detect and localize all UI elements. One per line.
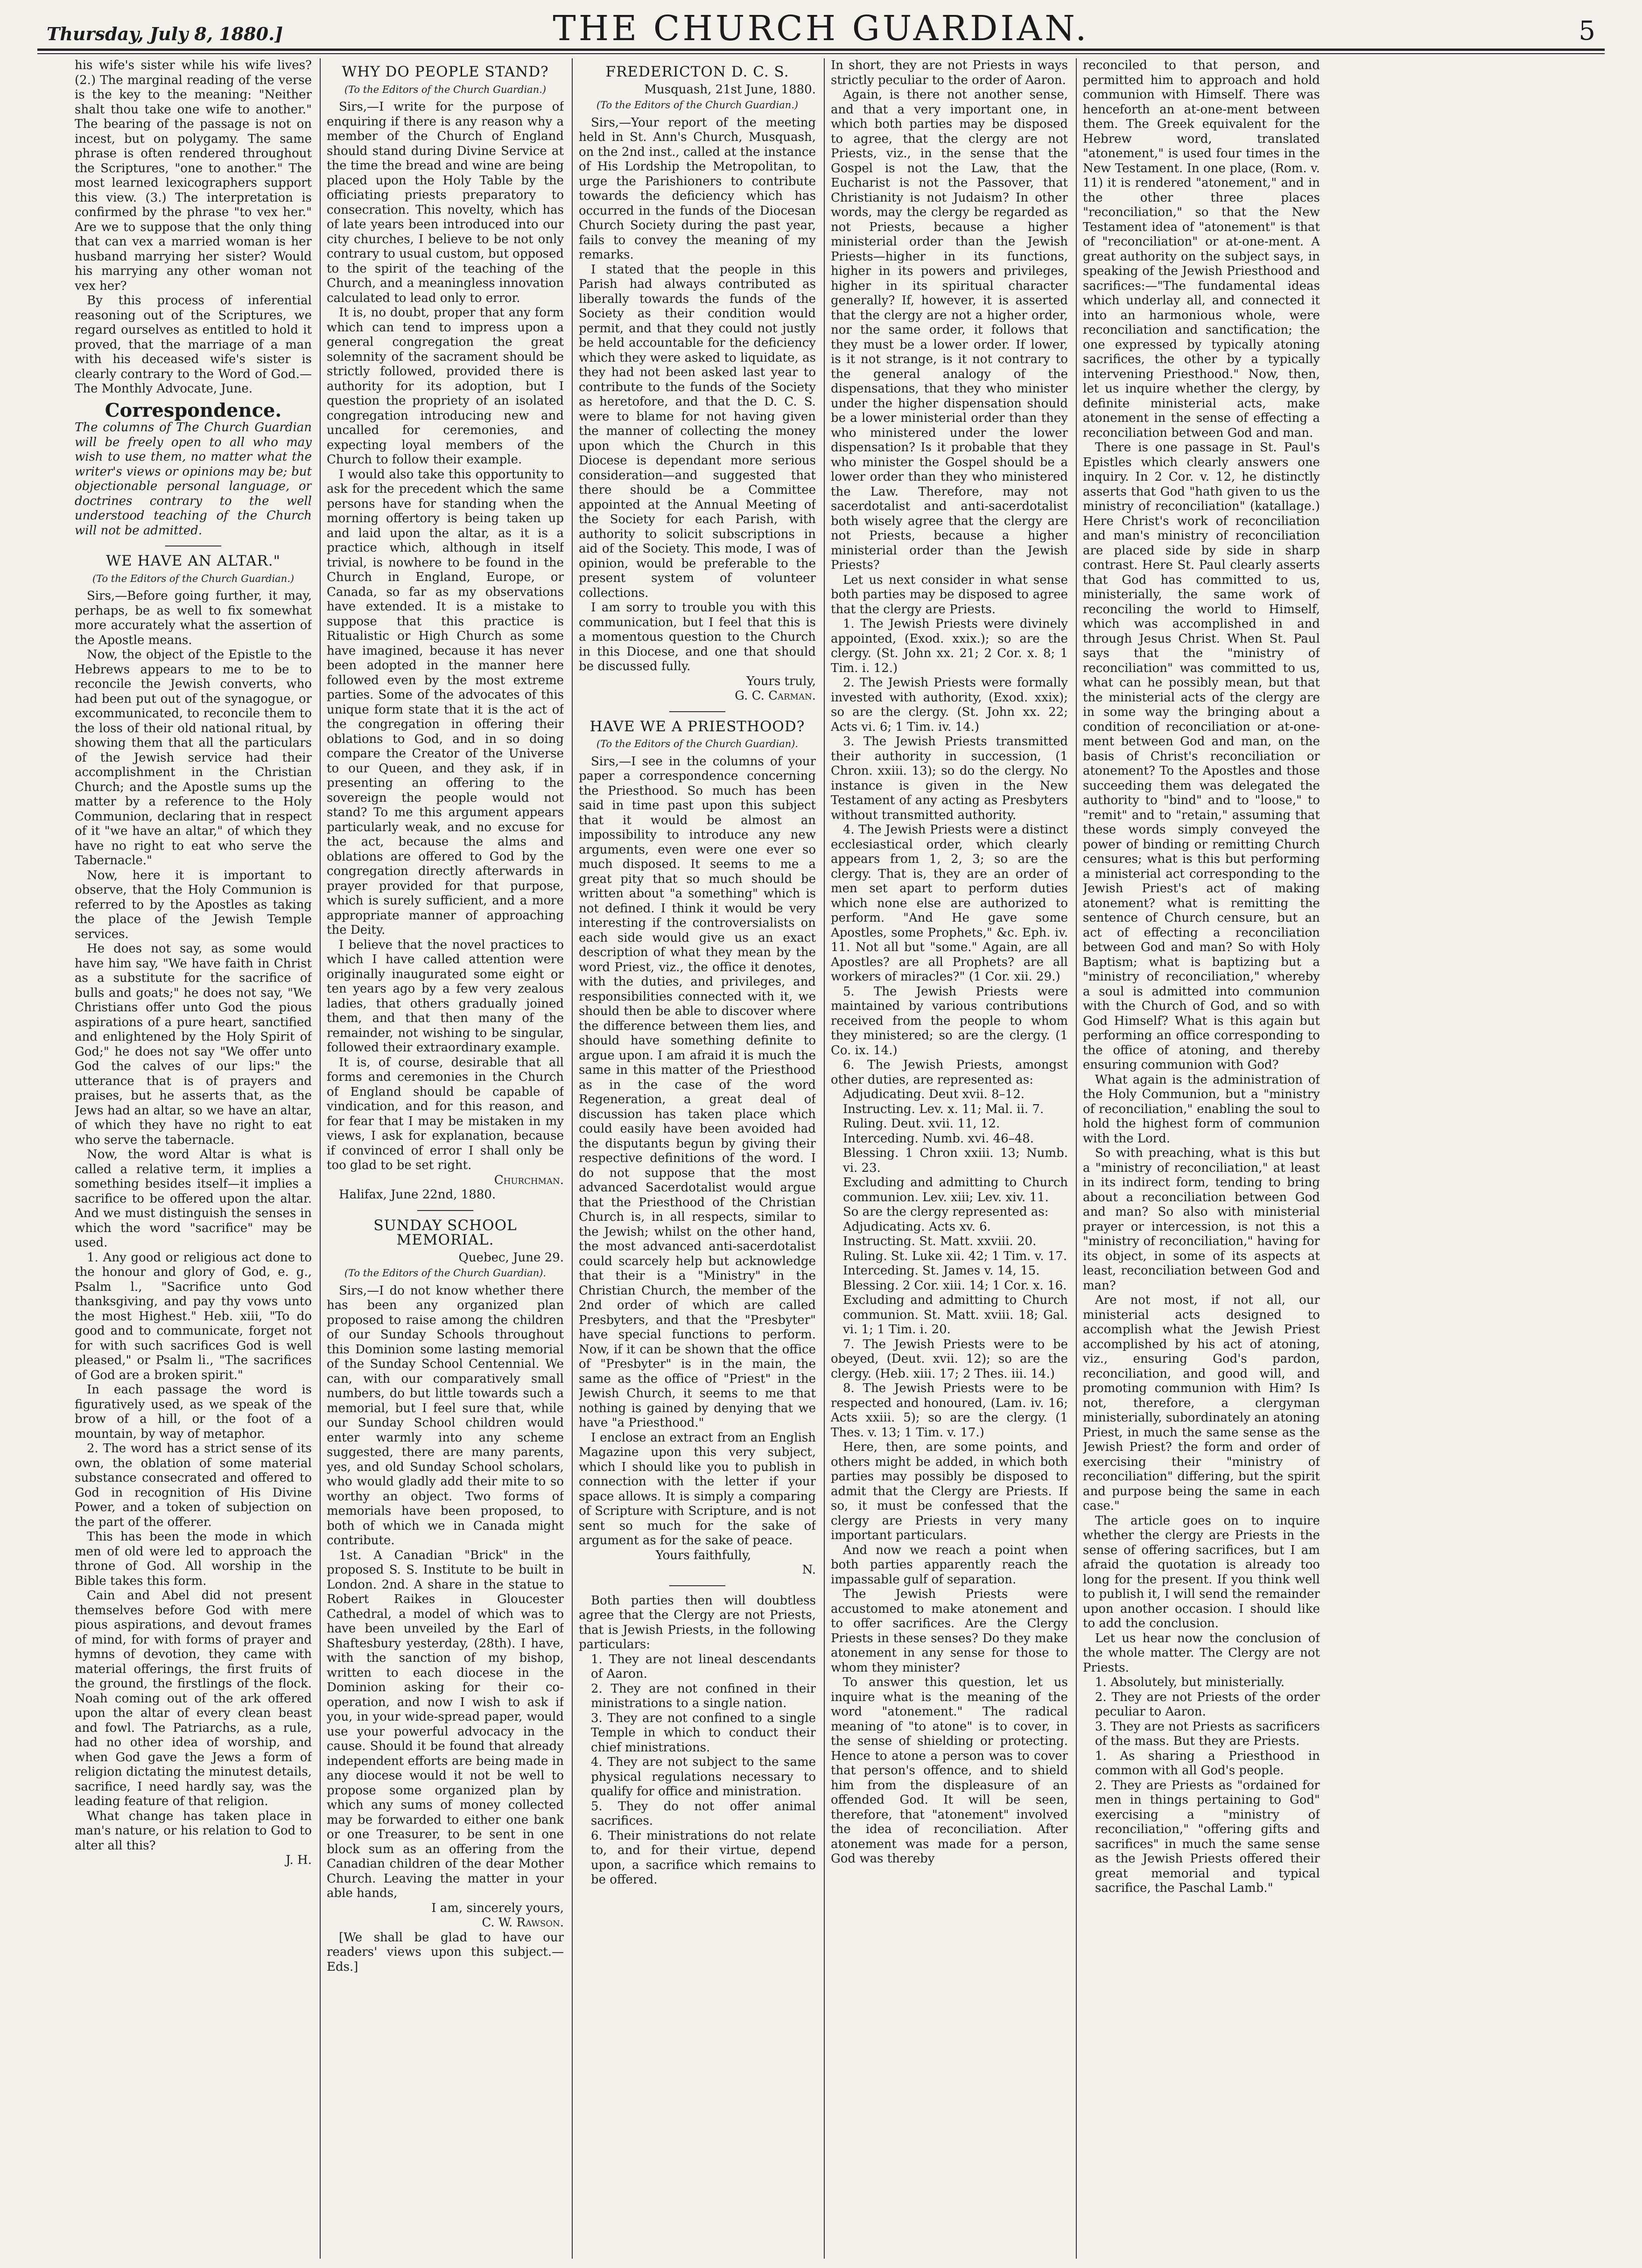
page-number: 5 <box>1579 16 1595 46</box>
list-item: Blessing. 2 Cor. xiii. 14; 1 Cor. x. 16. <box>843 1278 1067 1293</box>
paragraph: In short, they are not Priests in ways strictly peculiar to the order of Aaron. <box>831 58 1068 87</box>
dateline: Quebec, June 29. <box>458 1250 564 1265</box>
paragraph: And now we reach a point when both parties apparently reach the impassable gulf of separation. <box>831 1543 1068 1587</box>
dateline: I am, sincerely yours, <box>431 1901 564 1915</box>
paragraph: Sirs,—I see in the columns of your paper a correspondence concerning the Priesthood. So much has been said in time past upon this subject that it would be almost an impossibility to introduce any new arguments, even were one ever so much disposed. It seems to me a great pity that so much should be written about "a something" which is not defined. I think it would be very interesting if the controversialists on each side would give us an exact description of what they mean by the word Priest, viz., the office it denotes, with the duties, and privileges, and responsibilities connected with it, we should then be able to discover where the difference between them lies, and should have something definite to argue upon. I am afraid it is much the same in this matter of the Priesthood as in the case of the word Regeneration, a great deal of discussion has taken place which could easily have been avoided had the disputants begun by giving their respective definitions of the word. I do not suppose that the most advanced Sacerdotalist would argue that the Priesthood of the Christian Church is, in all respects, similar to the Jewish; whilst on the other hand, the most advanced anti-sacerdotalist could scarcely help but acknowledge that their is a "Ministry" in the Christian Church, the member of the 2nd order of which are called Presbyters, and that the "Presbyter" have special functions to perform. Now, if it can be shown that the office of "Presbyter" is in the main, the same as the office of "Priest" in the Jewish Church, it seems to me that nothing is gained by denying that we have "a Priesthood." <box>579 754 816 1430</box>
paragraph: his wife's sister while his wife lives? (2.) The marginal reading of the verse is the key to the meaning: "Neither shalt thou take one wife to another." The bearing of the passage is not on incest, but on polygamy. The same phrase is often rendered throughout the Scriptures, "one to another." The most learned lexicographers support this view. (3.) The interpretation is confirmed by the phrase "to vex her." Are we to suppose that the only thing that can vex a married woman is her husband marrying her sister? Would his marrying any other woman not vex her? <box>75 58 312 293</box>
list-item: Excluding and admitting to Church communion. St. Matt. xviii. 18; Gal. vi. 1; 1 Tim. i. 20. <box>843 1293 1068 1337</box>
paragraph: I stated that the people in this Parish had always contributed as liberally towards the funds of the Society as their condition would permit, and that they could not justly be held accountable for the deficiency which they were asked to liquidate, as they had not been asked last year to contribute to the funds of the Society as heretofore, and that the D. C. S. were to blame for not having given the manner of collecting the money upon which the Church in this Diocese is dependant more serious consideration—and suggested that there should be a Committee appointed at the Annual Meeting of the Society for each Parish, with authority to solicit subscriptions in aid of the Society. This mode, I was of opinion, would be preferable to the present system of volunteer collections. <box>579 262 816 600</box>
paragraph: Sirs,—Before going further, it may, perhaps, be as well to fix somewhat more accurately what the assertion of the Apostle means. <box>75 589 312 647</box>
paragraph: [We shall be glad to have our readers' views upon this subject.—Eds.] <box>327 1930 564 1974</box>
editor-address: (To the Editors of the Church Guardian). <box>344 1267 547 1279</box>
paragraph: What change has taken place in man's nature, or his relation to God to alter all this? <box>75 1809 312 1853</box>
paragraph: I believe that the novel practices to which I have called attention were originally inaugurated some eight or ten years ago by a few very zealous ladies, that others gradually joined them, and that then many of the remainder, not wishing to be singular, followed their extraordinary example. <box>327 938 564 1055</box>
paragraph: It is, of course, desirable that all forms and ceremonies in the Church of England should be capable of vindication, and for this reason, and for fear that I may be mistaken in my views, I ask for explanation, because if convinced of error I shall only be too glad to be set right. <box>327 1055 564 1172</box>
dateline: Musquash, 21st June, 1880. <box>644 82 816 97</box>
paragraph: In each passage the word is figuratively used, as we speak of the brow of a hill, or the foot of a mountain, by way of metaphor. <box>75 1383 312 1441</box>
paragraph: Sirs,—I do not know whether there has been any organized plan proposed to raise among the children of our Sunday Schools throughout this Dominion some lasting memorial of the Sunday School Centennial. We can, with our comparatively small numbers, do but little towards such a memorial, but I feel sure that, while our Sunday School children would enter warmly into any scheme suggested, there are many parents, yes, and old Sunday School scholars, who would gladly add their mite to so worthy an object. Two forms of memorials have been proposed, to both of which we in Canada might contribute. <box>327 1283 564 1547</box>
list-item: 5. They do not offer animal sacrifices. <box>591 1799 816 1828</box>
list-item: Excluding and admitting to Church communion. Lev. xiii; Lev. xiv. 11. <box>843 1176 1068 1204</box>
paragraph: 5. The Jewish Priests were maintained by various contributions received from the people to whom they ministered; so are the clergy. (1 Co. ix. 14.) <box>831 984 1068 1057</box>
list-item: Instructing. Lev. x. 11; Mal. ii. 7. <box>843 1102 1044 1116</box>
list-item: Instructing. St. Matt. xxviii. 20. <box>843 1234 1037 1248</box>
list-item: Interceding. St. James v. 14, 15. <box>843 1264 1040 1278</box>
paragraph: There is one passage in St. Paul's Epistles which clearly answers one inquiry. In 2 Cor. v. 12, he distinctly asserts that God "hath given to us the ministry of reconciliation" (katallage.) Here Christ's work of reconciliation and man's ministry of reconciliation are placed side by side in sharp contrast. Here St. Paul clearly asserts that God has committed to us, ministerially, the same work of reconciling the world to Himself, which was accomplished in and through Jesus Christ. When St. Paul says that the "ministry of reconciliation" was committed to us, what can he possibly mean, but that the ministerial acts of the clergy are in some way the bringing about a condition of reconciliation or at-one-ment between God and man, on the basis of Christ's reconciliation or atonement? To the Apostles and those succeeding them was delegated the authority to "bind" and to "loose," to "remit" and to "retain," assuming that these words simply conveyed the power of binding or remitting Church censures; what is this but performing a ministerial act corresponding to the Jewish Priest's act of making atonement? what is remitting the sentence of Church censure, but an act of effecting a reconciliation between God and man? So with Holy Baptism; what is baptizing but a "ministry of reconciliation," whereby a soul is admitted into communion with the Church of God, and so with God Himself? What is this again but performing an office corresponding to the office of atoning, and thereby ensuring communion with God? <box>1083 441 1320 1072</box>
editor-address: (To the Editors of the Church Guardian.) <box>344 84 547 95</box>
editor-address: (To the Editors of the Church Guardian.) <box>92 573 295 584</box>
column-3 <box>579 58 816 2259</box>
article-heading: FREDERICTON D. C. S. <box>605 63 789 80</box>
paragraph: So with preaching, what is this but a "ministry of reconciliation," at least in its indirect form, tending to bring about a reconciliation between God and man? So also with ministerial prayer or intercession, is not this a "ministry of reconciliation," having for its object, in some of its aspects at least, reconciliation between God and man? <box>1083 1146 1320 1293</box>
paragraph: 6. The Jewish Priests, amongst other duties, are represented as: <box>831 1058 1068 1087</box>
newspaper-title: THE CHURCH GUARDIAN. <box>553 8 1089 49</box>
paragraph: Again, is there not another sense, and that a very important one, in which both parties may be disposed to agree, that the clergy are not Priests, viz., in the sense that the Gospel is not the Law, that the Eucharist is not the Passover, that Christianity is not Judaism? In other words, may the clergy be regarded as not Priests, because a higher ministerial order than the Jewish Priests—higher in its functions, higher in its powers and privileges, higher in its spiritual character generally? If, however, it is asserted that the clergy are not a higher order, nor the same order, it follows that they must be a lower order. If lower, is it not strange, is it not contrary to the general analogy of the dispensations, that they who minister under the higher dispensation should be a lower ministerial order than they who ministered under the lower dispensation? Is it probable that they who minister the Gospel should be a lower order than they who ministered the Law. Therefore, may not sacerdotalist and anti-sacerdotalist both wisely agree that the clergy are not Priests, because a higher ministerial order than the Jewish Priests? <box>831 88 1068 572</box>
list-item: Blessing. 1 Chron xxiii. 13; Numb. vi. 23. <box>843 1146 1068 1175</box>
list-item: Ruling. St. Luke xii. 42; 1 Tim. v. 17. <box>843 1249 1067 1263</box>
list-item: 4. They are not subject to the same physical regulations necessary to qualify for office and ministration. <box>591 1755 816 1799</box>
paragraph: I enclose an extract from an English Magazine upon this very subject, which I should like you to publish in connection with the letter if your space allows. It is simply a comparing of Scripture with Scripture, and is not sent so much for the sake of argument as for the sake of peace. <box>579 1430 816 1547</box>
signature: N. <box>802 1563 816 1577</box>
paragraph: 2. The Jewish Priests were formally invested with authority, (Exod. xxix); so are the clergy. (St. John xx. 22; Acts vi. 6; 1 Tim. iv. 14.) <box>831 676 1068 734</box>
article-heading: SUNDAY SCHOOL MEMORIAL. <box>373 1217 517 1248</box>
signature: G. C. Carman. <box>735 689 816 703</box>
dateline: Yours truly, <box>746 674 816 688</box>
list-item: 1. Absolutely, but ministerially. <box>1095 1675 1285 1689</box>
article-heading: WHY DO PEOPLE STAND? <box>342 63 549 80</box>
paragraph: The article goes on to inquire whether the clergy are Priests in the sense of offering sacrifices, but I am afraid the quotation is already too long for the present. If you think well to publish it, I will send the remainder upon another occasion. I should like to add the conclusion. <box>1083 1513 1320 1631</box>
editor-address: (To the Editors of the Church Guardian.) <box>596 99 799 111</box>
paragraph: The Jewish Priests were accustomed to make atonement and to offer sacrifices. Are the Clergy Priests in these senses? Do they make atonement in any sense for those to whom they minister? <box>831 1587 1068 1675</box>
column-1 <box>75 58 312 2259</box>
paragraph: 1. The Jewish Priests were divinely appointed, (Exod. xxix.); so are the clergy. (St. John xx. 21; 2 Cor. x. 8; 1 Tim. i. 12.) <box>831 617 1068 675</box>
paragraph: What again is the administration of the Holy Communion, but a "ministry of reconciliation," enabling the soul to hold the highest form of communion with the Lord. <box>1083 1072 1320 1146</box>
paragraph: 1st. A Canadian "Brick" in the proposed S. S. Institute to be built in London. 2nd. A share in the statue to Robert Raikes in Gloucester Cathedral, a model of which was to have been unveiled by the Earl of Shaftesbury yesterday, (28th). I have, with the sanction of my bishop, written to each diocese in the Dominion asking for their co-operation, and now I wish to ask if you, in your wide-spread paper, would use your powerful advocacy in the cause. Should it be found that already independent efforts are being made in any diocese would it not be well to propose some organized plan by which any sums of money collected may be forwarded to either one bank or one Treasurer, to be sent in one block sum as an offering from the Canadian children of the dear Mother Church. Leaving the matter in your able hands, <box>327 1548 564 1900</box>
paragraph: 8. The Jewish Priests were to be respected and honoured, (Lam. iv. 16; Acts xxiii. 5); so are the clergy. (1 Thes. v. 13; 1 Tim. v. 17.) <box>831 1381 1068 1440</box>
masthead <box>37 8 1605 48</box>
paragraph: 3. The Jewish Priests transmitted their authority in succession, (1 Chron. xxiii. 13); so do the clergy. No instance is given in the New Testament of any acting as Presbyters without transmitted authority. <box>831 735 1068 822</box>
list-item: Adjudicating. Deut xvii. 8–12. <box>843 1087 1025 1101</box>
paragraph: I would also take this opportunity to ask for the precedent which the same persons have for standing when the morning offertory is being taken up and laid upon the altar, as it is a practice which, although in itself trivial, is nowhere to be found in the Church in England, Europe, or Canada, so far as my observations have extended. It is a mistake to suppose that this practice is Ritualistic or High Church as some have imagined, because it has never been adopted in the manner here followed even by the most extreme parties. Some of the advocates of this unique form state that it is the act of the congregation in offering their oblations to God, and in so doing compare the Creator of the Universe to our Queen, and they ask, if in presenting an offering to the sovereign the people would not stand? To me this argument appears particularly weak, and no excuse for the act, because the alms and oblations are offered to God by the congregation directly afterwards in prayer provided for that purpose, which is surely sufficient, and a more appropriate manner of approaching the Deity. <box>327 467 564 937</box>
article-heading: WE HAVE AN ALTAR." <box>106 553 281 569</box>
editor-address: (To the Editors of the Church Guardian). <box>596 738 799 749</box>
paragraph: By this process of inferential reasoning out of the Scriptures, we regard ourselves as entitled to hold it proved, that the marriage of a man with his deceased wife's sister is clearly contrary to the Word of God.—The Monthly Advocate, June. <box>75 294 312 396</box>
paragraph: He does not say, as some would have him say, "We have faith in Christ as a substitute for the sacrifice of bulls and goats;" he does not say, "We Christians offer unto God the pious aspirations of a pure heart, sanctified and enlightened by the Holy Spirit of God;" he does not say "We offer unto God the calves of our lips:" the utterance that is of prayers and praises, but he asserts that, as the Jews had an altar, so we have an altar, of which they have no right to eat who serve the tabernacle. <box>75 942 312 1147</box>
paragraph: It is, no doubt, proper that any form which can tend to impress upon a general congregation the great solemnity of the sacrament should be strictly followed, provided there is authority for its adoption, but I question the propriety of an isolated congregation introducing new and uncalled for ceremonies, and expecting loyal members of the Church to follow their example. <box>327 306 564 467</box>
list-item: 3. They are not Priests as sacrificers of the mass. But they are Priests. <box>1095 1719 1320 1748</box>
column-4 <box>831 58 1068 2259</box>
signature: C. W. Rawson. <box>482 1916 564 1930</box>
signature: Churchman. <box>494 1173 564 1187</box>
list-item: 1. They are not lineal descendants of Aaron. <box>591 1652 816 1681</box>
paragraph: 1. Any good or religious act done to the honour and glory of God, e. g., Psalm l., "Sacrifice unto God thanksgiving, and pay thy vows unto the most Highest." Heb. xiii, "To do good and to communicate, forget not for with such sacrifices God is well pleased," or Psalm li., "The sacrifices of God are a broken spirit." <box>75 1250 312 1382</box>
paragraph: Now, the word Altar is what is called a relative term, it implies a something besides itself—it implies a sacrifice to be offered upon the altar. And we must distinguish the senses in which the word "sacrifice" may be used. <box>75 1148 312 1250</box>
paragraph: Here, then, are some points, and others might be added, in which both parties may possibly be disposed to admit that the Clergy are Priests. If so, it must be confessed that the clergy are Priests in very many important particulars. <box>831 1440 1068 1542</box>
column-2 <box>327 58 564 2259</box>
list-item: 6. Their ministrations do not relate to, and for their virtue, depend upon, a sacrifice which remains to be offered. <box>591 1828 816 1887</box>
paragraph: Sirs,—I write for the purpose of enquiring if there is any reason why a member of the Church of England should stand during Divine Service at the time the bread and wine are being placed upon the Holy Table by the officiating priests preparatory to consecration. This novelty, which has of late years been introduced into our city churches, I believe to be not only contrary to usual custom, but opposed to the spirit of the teaching of the Church, and a meaningless innovation calculated to lead only to error. <box>327 100 564 305</box>
editorial-note: The columns of The Church Guardian will be freely open to all who may wish to use them, no matter what the writer's views or opinions may be; but objectionable personal language, or doctrines contrary to the well understood teaching of the Church will not be admitted. <box>75 420 312 538</box>
paragraph: Let us next consider in what sense both parties may be disposed to agree that the clergy are Priests. <box>831 573 1068 616</box>
list-item: Interceding. Numb. xvi. 46–48. <box>843 1131 1034 1146</box>
column-divider <box>824 58 825 2259</box>
paragraph: Now, here it is important to observe, that the Holy Communion is referred to by the Apostles as taking the place of the Jewish Temple services. <box>75 868 312 941</box>
paragraph: To answer this question, let us inquire what is the meaning of the word "atonement." The radical meaning of "to atone" is to cover, in the sense of shielding or protecting. Hence to atone a person was to cover that person's offence, and to shield him from the displeasure of an offended God. It will be seen, therefore, that "atonement" involved the idea of reconciliation. After atonement was made for a person, God was thereby <box>831 1675 1068 1866</box>
separator-rule <box>669 711 725 712</box>
paragraph: Halifax, June 22nd, 1880. <box>339 1188 496 1202</box>
paragraph: 7. The Jewish Priests were to be obeyed, (Deut. xvii. 12); so are the clergy. (Heb. xiii. 17; 2 Thes. iii. 14.) <box>831 1337 1068 1381</box>
list-item: 2. They are Priests as "ordained for men in things pertaining to God" exercising a "ministry of reconciliation," "offering gifts and sacrifices" in much the same sense as the Jewish Priests offered their great memorial and typical sacrifice, the Paschal Lamb." <box>1095 1778 1320 1895</box>
separator-rule <box>417 1210 473 1211</box>
paragraph: Are not most, if not all, our ministerial acts designed to accomplish what the Jewish Priest accomplished by his act of atoning, viz., ensuring God's pardon, reconciliation, and good will, and promoting communion with Him? Is not, therefore, a clergyman ministerially, subordinately an atoning Priest, in much the same sense as the Jewish Priest? the form and order of exercising their "ministry of reconciliation" differing, but the spirit and purpose being the same in each case." <box>1083 1293 1320 1513</box>
paragraph: Sirs,—Your report of the meeting held in St. Ann's Church, Musquash, on the 2nd inst., called at the instance of His Lordship the Metropolitan, to urge the Parishioners to contribute towards the deficiency which has occurred in the funds of the Diocesan Church Society during the past year, fails to convey the meaning of my remarks. <box>579 115 816 262</box>
paragraph: This has been the mode in which men of old were led to approach the throne of God. All worship in the Bible takes this form. <box>75 1530 312 1588</box>
masthead-rule-thin <box>37 53 1605 54</box>
column-divider <box>320 58 321 2259</box>
list-item: 1. As sharing a Priesthood in common with all God's people. <box>1095 1749 1320 1778</box>
paragraph: Both parties then will doubtless agree that the Clergy are not Priests, that is Jewish Priests, in the following particulars: <box>579 1593 816 1652</box>
issue-date: Thursday, July 8, 1880.] <box>47 23 283 44</box>
paragraph: Let us hear now the conclusion of the whole matter. The Clergy are not Priests. <box>1083 1631 1320 1675</box>
paragraph: I am sorry to trouble you with this communication, but I feel that this is a momentous question to the Church in this Diocese, and one that should be discussed fully. <box>579 601 816 673</box>
paragraph: Now, the object of the Epistle to the Hebrews appears to me to be to reconcile the Jewish converts, who had been put out of the synagogue, or excommunicated, to reconcile them to the loss of their old national ritual, by showing them that all the particulars of the Jewish service had their accomplishment in the Christian Church; and the Apostle sums up the matter by a reference to the Holy Communion, declaring that in respect of it "we have an altar," of which they have no right to eat who serve the Tabernacle." <box>75 648 312 868</box>
list-item: Adjudicating. Acts xv. 6. <box>843 1219 991 1234</box>
article-heading: HAVE WE A PRIESTHOOD? <box>589 718 805 735</box>
paragraph: 4. The Jewish Priests were a distinct ecclesiastical order, which clearly appears from 1, 2, 3; so are the clergy. That is, they are an order of men set apart to perform duties which none else are authorized to perform. "And He gave some Apostles, some Prophets," &c. Eph. iv. 11. Not all but "some." Again, are all Apostles? are all Prophets? are all workers of miracles?" (1 Cor. xii. 29.) <box>831 823 1068 984</box>
column-divider <box>1076 58 1077 2259</box>
masthead-rule <box>37 49 1605 51</box>
paragraph: Cain and Abel did not present themselves before God with mere pious aspirations, and devout frames of mind, for with forms of prayer and hymns of devotion, they came with material offerings, the first fruits of the ground, the firstlings of the flock. Noah coming out of the ark offered upon the altar of every clean beast and fowl. The Patriarchs, as a rule, had no other idea of worship, and when God gave the Jews a form of religion dictating the minutest details, sacrifice, I need hardly say, was the leading feature of that religion. <box>75 1589 312 1808</box>
section-heading: Correspondence. <box>105 399 282 421</box>
paragraph: reconciled to that person, and permitted him to approach and hold communion with Himself. There was henceforth an at-one-ment between them. The Greek equivalent for the Hebrew word, translated "atonement," is used four times in the New Testament. In one place, (Rom. v. 11) it is rendered "atonement," and in the other three places "reconciliation," so that the New Testament idea of "atonement" is that of "reconciliation" or at-one-ment. A great authority on the subject says, in speaking of the Jewish Priesthood and sacrifices:—"The fundamental ideas which underlay all, and connected it into an harmonious whole, were reconciliation and sanctification; the one expressed by typically atoning sacrifices, the other by a typically intervening Priesthood." Now, then, let us inquire whether the clergy, by definite ministerial acts, make atonement in the sense of effecting a reconciliation between God and man. <box>1083 58 1320 440</box>
closing-line: Yours faithfully, <box>655 1548 751 1562</box>
list-item: Ruling. Deut. xvii. 11, 12. <box>843 1117 1000 1131</box>
column-divider <box>572 58 573 2259</box>
list-item: 2. They are not confined in their ministrations to a single nation. <box>591 1681 816 1710</box>
separator-rule <box>669 1585 725 1586</box>
list-item: 2. They are not Priests of the order peculiar to Aaron. <box>1095 1690 1320 1719</box>
list-item: 3. They are not confined to a single Temple in which to conduct their chief ministrations. <box>591 1711 816 1755</box>
list-item: So are the clergy represented as: <box>843 1205 1049 1219</box>
signature: J. H. <box>286 1853 312 1867</box>
column-5 <box>1083 58 1320 2259</box>
paragraph: 2. The word has a strict sense of its own, the oblation of some material substance consecrated and offered to God in recognition of His Divine Power, and a token of subjection on the part of the offerer. <box>75 1442 312 1529</box>
